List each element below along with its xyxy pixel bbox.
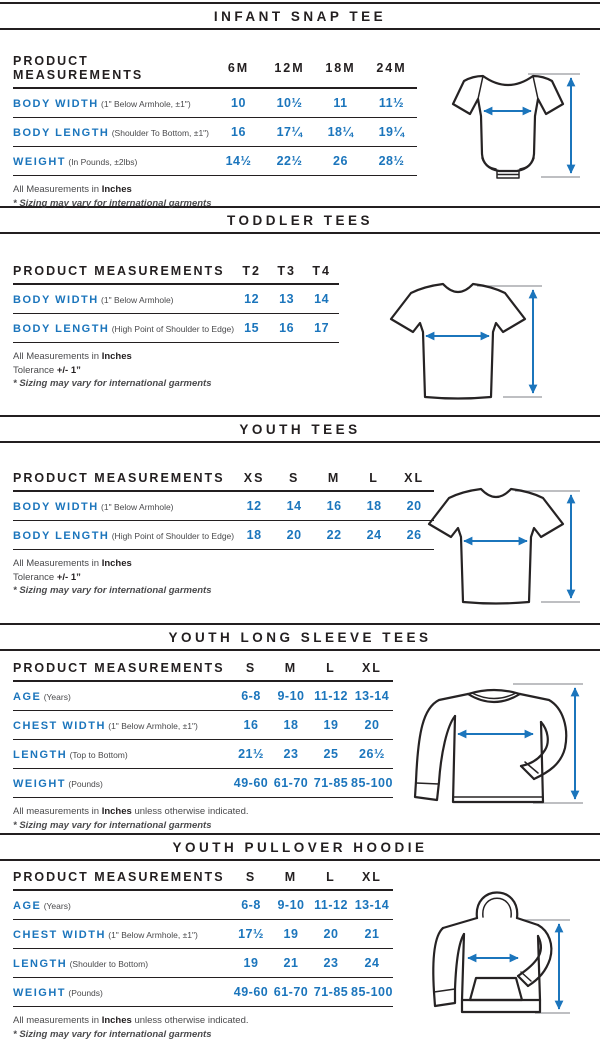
- garment-outline: [429, 489, 563, 604]
- row-label-cell: [13, 521, 234, 550]
- footnote-text: All Measurements in: [13, 351, 102, 362]
- section-youth-tees: [0, 415, 600, 623]
- size-header: T2: [234, 264, 269, 284]
- row-label-cell: [13, 491, 234, 521]
- footnote-text: Tolerance: [13, 365, 57, 376]
- measurement-value: 9-10: [271, 890, 311, 920]
- measurement-value: 28½: [366, 147, 417, 176]
- measurements-table: [13, 54, 417, 176]
- measurement-value: 19: [311, 711, 351, 740]
- measurement-value: 19: [271, 920, 311, 949]
- measurements-table: [13, 661, 393, 798]
- footnote-text: * Sizing may vary for international garments: [13, 585, 212, 596]
- row-label: BODY WIDTH: [13, 501, 99, 513]
- measurement-value: 71-85: [311, 978, 351, 1007]
- shoulders: [443, 918, 538, 928]
- hem-band: [462, 1000, 540, 1012]
- row-label-cell: [13, 711, 231, 740]
- measurement-value: 13-14: [351, 890, 393, 920]
- measurement-row: [13, 978, 393, 1007]
- size-header: S: [274, 471, 314, 491]
- row-note: (Years): [41, 692, 70, 702]
- table-header-row: [13, 471, 434, 491]
- footnote-text: * Sizing may vary for international garments: [13, 378, 212, 389]
- row-label: BODY WIDTH: [13, 98, 99, 110]
- measurements-table: [13, 870, 393, 1007]
- measurement-value: 26: [315, 147, 366, 176]
- product-measurements-header: PRODUCT MEASUREMENTS: [13, 471, 234, 491]
- footnote-text: All Measurements in: [13, 558, 102, 569]
- measurement-value: 21: [271, 949, 311, 978]
- footnote-text: Inches: [102, 351, 132, 362]
- product-measurements-header: PRODUCT MEASUREMENTS: [13, 264, 234, 284]
- measurement-value: 13: [269, 284, 304, 314]
- measurement-value: 12: [234, 491, 274, 521]
- right-sleeve: [518, 925, 551, 986]
- youth-long-sleeve-tee-diagram: [406, 671, 586, 811]
- measurement-row: [13, 491, 434, 521]
- infant-onesie-diagram: [433, 66, 583, 188]
- measurements-table: [13, 471, 434, 550]
- body-outline: [453, 716, 543, 802]
- row-label: CHEST WIDTH: [13, 929, 106, 941]
- measurement-value: 9-10: [271, 681, 311, 711]
- footnote-text: Inches: [102, 558, 132, 569]
- garment-outline: [391, 284, 525, 399]
- measurement-value: 13-14: [351, 681, 393, 711]
- row-label-cell: [13, 890, 231, 920]
- size-header: S: [231, 661, 271, 681]
- row-label: BODY WIDTH: [13, 294, 99, 306]
- leg-cuff-lines: [482, 158, 534, 169]
- size-header: T4: [304, 264, 339, 284]
- measurement-row: [13, 681, 393, 711]
- row-note: (1" Below Armhole, ±1"): [99, 99, 191, 109]
- row-note: (1" Below Armhole): [99, 295, 174, 305]
- measurement-row: [13, 314, 339, 343]
- measurement-row: [13, 284, 339, 314]
- measurement-value: 20: [351, 711, 393, 740]
- measurement-value: 16: [213, 118, 264, 147]
- row-label: WEIGHT: [13, 156, 66, 168]
- row-label-cell: [13, 740, 231, 769]
- measurement-value: 20: [311, 920, 351, 949]
- table-header-row: [13, 54, 417, 88]
- row-note: (1" Below Armhole, ±1"): [106, 721, 198, 731]
- row-label-cell: [13, 118, 213, 147]
- measurement-value: 14½: [213, 147, 264, 176]
- measurement-value: 11-12: [311, 890, 351, 920]
- measurement-row: [13, 890, 393, 920]
- section-title: YOUTH TEES: [0, 415, 600, 443]
- measurement-value: 12: [234, 284, 269, 314]
- measurement-value: 10: [213, 88, 264, 118]
- measurement-row: [13, 521, 434, 550]
- measurement-value: 16: [231, 711, 271, 740]
- measurement-value: 49-60: [231, 769, 271, 798]
- measurement-value: 26: [394, 521, 434, 550]
- measurement-value: 21: [351, 920, 393, 949]
- measurement-value: 11½: [366, 88, 417, 118]
- measurement-row: [13, 147, 417, 176]
- product-measurements-header: PRODUCT MEASUREMENTS: [13, 54, 213, 88]
- footnote-text: * Sizing may vary for international garments: [13, 1029, 212, 1040]
- table-header-row: [13, 870, 393, 890]
- measurement-value: 10½: [264, 88, 315, 118]
- size-header: 24M: [366, 54, 417, 88]
- section-toddler-tees: [0, 206, 600, 415]
- row-label-cell: [13, 949, 231, 978]
- product-measurements-header: PRODUCT MEASUREMENTS: [13, 661, 231, 681]
- measurement-value: 24: [354, 521, 394, 550]
- size-header: XL: [394, 471, 434, 491]
- hood-opening: [483, 898, 511, 917]
- footnote-text: +/- 1”: [57, 365, 81, 376]
- measurement-row: [13, 949, 393, 978]
- row-label: BODY LENGTH: [13, 323, 109, 335]
- section-infant-snap-tee: [0, 2, 600, 206]
- row-label: AGE: [13, 900, 41, 912]
- measurement-value: 24: [351, 949, 393, 978]
- section-title: INFANT SNAP TEE: [0, 2, 600, 30]
- row-label-cell: [13, 147, 213, 176]
- footnote-text: Inches: [102, 806, 132, 817]
- row-label-cell: [13, 769, 231, 798]
- collar-inner-line: [472, 693, 516, 699]
- collar: [468, 690, 520, 702]
- measurement-row: [13, 88, 417, 118]
- measurement-value: 19: [231, 949, 271, 978]
- row-label: CHEST WIDTH: [13, 720, 106, 732]
- measurement-value: 6-8: [231, 890, 271, 920]
- row-note: (Top to Bottom): [67, 750, 127, 760]
- measurement-value: 85-100: [351, 769, 393, 798]
- row-label: AGE: [13, 691, 41, 703]
- measurement-value: 18: [354, 491, 394, 521]
- row-label: WEIGHT: [13, 987, 66, 999]
- measurement-value: 18: [234, 521, 274, 550]
- size-header: 18M: [315, 54, 366, 88]
- left-sleeve: [433, 928, 464, 1006]
- toddler-tee-diagram: [385, 276, 545, 406]
- measurement-value: 16: [269, 314, 304, 343]
- measurements-table: [13, 264, 339, 343]
- measurement-value: 19¼: [366, 118, 417, 147]
- footnote-text: * Sizing may vary for international garments: [13, 820, 212, 831]
- row-note: (High Point of Shoulder to Edge): [109, 324, 234, 334]
- size-header: M: [314, 471, 354, 491]
- row-label: WEIGHT: [13, 778, 66, 790]
- footnote-text: All Measurements in: [13, 184, 102, 195]
- measurement-value: 61-70: [271, 769, 311, 798]
- measurement-row: [13, 740, 393, 769]
- measurement-value: 23: [271, 740, 311, 769]
- row-label-cell: [13, 284, 234, 314]
- size-header: M: [271, 661, 311, 681]
- footnote-text: All measurements in: [13, 1015, 102, 1026]
- measurement-value: 21½: [231, 740, 271, 769]
- row-note: (Pounds): [66, 779, 103, 789]
- footnote-text: Inches: [102, 184, 132, 195]
- size-header: T3: [269, 264, 304, 284]
- row-label-cell: [13, 920, 231, 949]
- section-title: YOUTH LONG SLEEVE TEES: [0, 623, 600, 651]
- measurement-value: 61-70: [271, 978, 311, 1007]
- measurement-row: [13, 920, 393, 949]
- size-header: XS: [234, 471, 274, 491]
- footnote-text: +/- 1”: [57, 572, 81, 583]
- size-header: L: [354, 471, 394, 491]
- measurement-value: 17: [304, 314, 339, 343]
- row-label-cell: [13, 88, 213, 118]
- measurement-row: [13, 711, 393, 740]
- section-youth-pullover-hoodie: [0, 833, 600, 1031]
- size-header: XL: [351, 870, 393, 890]
- table-header-row: [13, 661, 393, 681]
- measurement-value: 25: [311, 740, 351, 769]
- product-measurements-header: PRODUCT MEASUREMENTS: [13, 870, 231, 890]
- size-header: L: [311, 661, 351, 681]
- measurement-row: [13, 118, 417, 147]
- row-note: (Shoulder to Bottom): [67, 959, 148, 969]
- row-label-cell: [13, 681, 231, 711]
- youth-pullover-hoodie-diagram: [428, 872, 573, 1022]
- row-note: (Shoulder To Bottom, ±1"): [109, 128, 209, 138]
- section-title: TODDLER TEES: [0, 206, 600, 234]
- size-header: M: [271, 870, 311, 890]
- footnote-line: [13, 819, 600, 833]
- kangaroo-pocket: [470, 978, 522, 1000]
- measurement-value: 11: [315, 88, 366, 118]
- measurement-value: 18¼: [315, 118, 366, 147]
- row-note: (Years): [41, 901, 70, 911]
- section-title: YOUTH PULLOVER HOODIE: [0, 833, 600, 861]
- row-note: (In Pounds, ±2lbs): [66, 157, 137, 167]
- measurement-value: 49-60: [231, 978, 271, 1007]
- measurement-value: 18: [271, 711, 311, 740]
- measurement-value: 17½: [231, 920, 271, 949]
- row-label-cell: [13, 314, 234, 343]
- left-sleeve: [415, 694, 468, 800]
- measurement-value: 14: [304, 284, 339, 314]
- measurement-value: 26½: [351, 740, 393, 769]
- row-label-cell: [13, 978, 231, 1007]
- footnote-line: [13, 197, 600, 211]
- footnote-text: * Sizing may vary for international garments: [13, 198, 212, 209]
- row-note: (High Point of Shoulder to Edge): [109, 531, 234, 541]
- size-header: 6M: [213, 54, 264, 88]
- measurement-row: [13, 769, 393, 798]
- measurement-value: 22½: [264, 147, 315, 176]
- row-label: LENGTH: [13, 958, 67, 970]
- measurement-value: 16: [314, 491, 354, 521]
- measurement-value: 6-8: [231, 681, 271, 711]
- measurement-value: 15: [234, 314, 269, 343]
- size-header: S: [231, 870, 271, 890]
- size-header: L: [311, 870, 351, 890]
- size-header: 12M: [264, 54, 315, 88]
- measurement-value: 14: [274, 491, 314, 521]
- measurement-value: 20: [394, 491, 434, 521]
- footnote-text: unless otherwise indicated.: [132, 1015, 249, 1026]
- section-youth-long-sleeve-tees: [0, 623, 600, 833]
- footnote-text: unless otherwise indicated.: [132, 806, 249, 817]
- left-cuff-line: [416, 783, 439, 784]
- measurement-value: 71-85: [311, 769, 351, 798]
- measurement-value: 85-100: [351, 978, 393, 1007]
- footnote-text: Inches: [102, 1015, 132, 1026]
- footnote-text: All measurements in: [13, 806, 102, 817]
- row-note: (1" Below Armhole, ±1"): [106, 930, 198, 940]
- measurement-value: 11-12: [311, 681, 351, 711]
- measurement-value: 22: [314, 521, 354, 550]
- row-note: (1" Below Armhole): [99, 502, 174, 512]
- measurement-value: 17¼: [264, 118, 315, 147]
- row-note: (Pounds): [66, 988, 103, 998]
- row-label: BODY LENGTH: [13, 127, 109, 139]
- measurement-value: 23: [311, 949, 351, 978]
- garment-outline: [453, 76, 563, 171]
- row-label: LENGTH: [13, 749, 67, 761]
- table-header-row: [13, 264, 339, 284]
- measurement-value: 20: [274, 521, 314, 550]
- row-label: BODY LENGTH: [13, 530, 109, 542]
- footnote-line: [13, 1028, 600, 1041]
- left-cuff-line: [434, 989, 455, 992]
- footnote-text: Tolerance: [13, 572, 57, 583]
- youth-tee-diagram: [423, 481, 583, 611]
- size-header: XL: [351, 661, 393, 681]
